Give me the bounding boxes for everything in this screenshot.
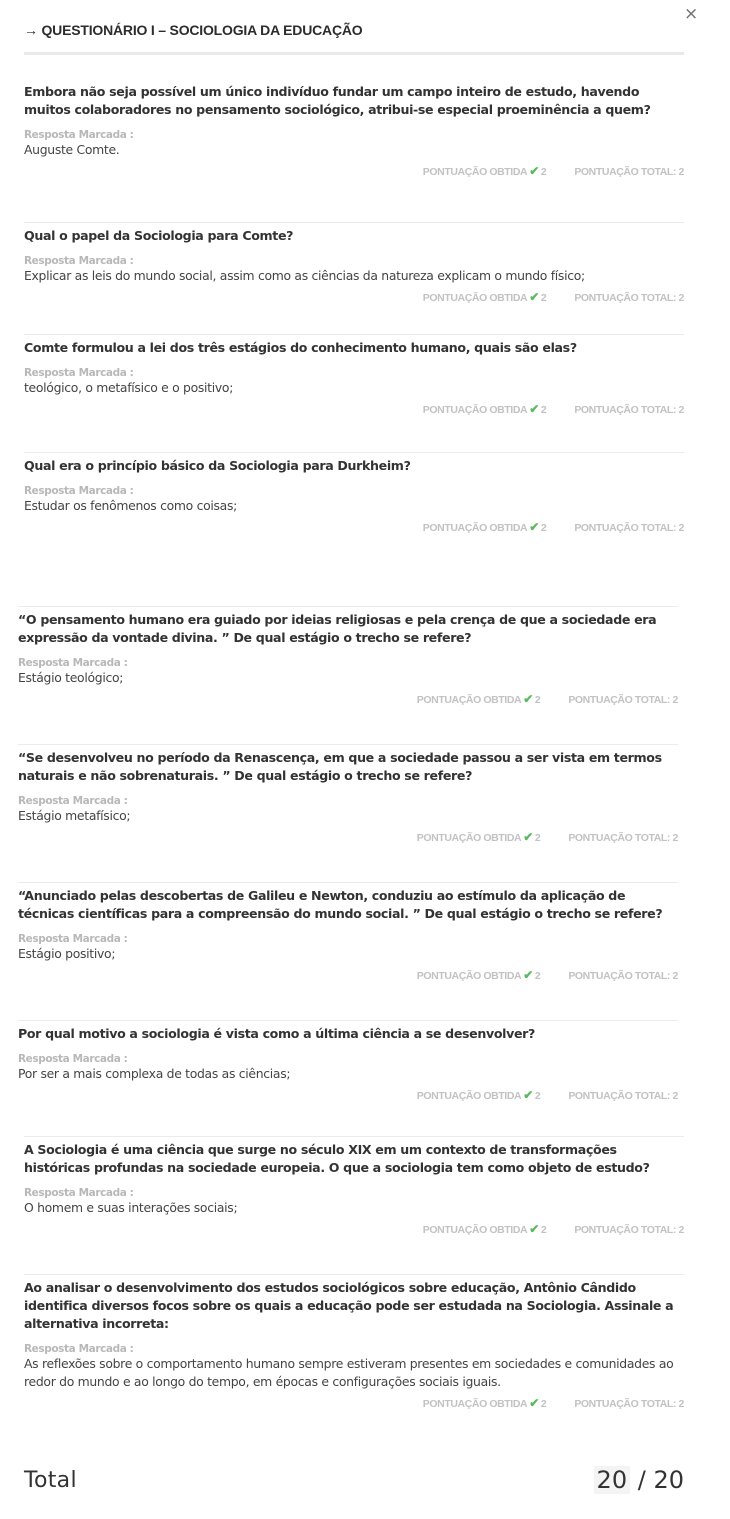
total-obtained: 20 [594, 1466, 631, 1494]
score-total-label: PONTUAÇÃO TOTAL: [574, 1398, 677, 1410]
score-row [417, 693, 678, 706]
score-total-label: PONTUAÇÃO TOTAL: [574, 522, 677, 534]
question-text: Por qual motivo a sociologia é vista como a última ciência a se desenvolver? [18, 1026, 535, 1041]
question-divider [24, 1274, 684, 1275]
answer-text: As reflexões sobre o comportamento humano sempre estiveram presentes em sociedades e comunidades ao redor do mundo e ao longo do tempo, em épocas e configurações sociais iguais. [24, 1356, 674, 1389]
score-total-value: 2 [672, 832, 678, 844]
answer-text: teológico, o metafísico e o positivo; [24, 380, 234, 395]
score-total-value: 2 [678, 292, 684, 304]
score-total-value: 2 [672, 970, 678, 982]
score-row [423, 1223, 684, 1236]
answer-label: Resposta Marcada : [24, 255, 134, 267]
score-total-value: 2 [672, 694, 678, 706]
score-total-label: PONTUAÇÃO TOTAL: [574, 1224, 677, 1236]
score-row [423, 1397, 684, 1410]
score-row [423, 521, 684, 534]
check-icon: ✔ [523, 968, 533, 982]
score-total-label: PONTUAÇÃO TOTAL: [568, 970, 671, 982]
check-icon: ✔ [529, 1222, 539, 1236]
score-row [423, 291, 684, 304]
check-icon: ✔ [523, 692, 533, 706]
score-row [417, 969, 678, 982]
score-obtained-label: PONTUAÇÃO OBTIDA [422, 522, 528, 534]
page-title: → QUESTIONÁRIO I – SOCIOLOGIA DA EDUCAÇÃO [24, 22, 684, 55]
score-obtained-label: PONTUAÇÃO OBTIDA [422, 404, 528, 416]
question-text: Ao analisar o desenvolvimento dos estudos sociológicos sobre educação, Antônio Cândido identifica diversos focos sobre os quais a educação pode ser estudada na Sociologia. Assinale a alternativa incorreta: [24, 1280, 674, 1331]
score-total-label: PONTUAÇÃO TOTAL: [568, 694, 671, 706]
question-text: A Sociologia é uma ciência que surge no século XIX em um contexto de transformações históricas profundas na sociedade europeia. O que a sociologia tem como objeto de estudo? [24, 1142, 650, 1175]
answer-label: Resposta Marcada : [24, 1187, 134, 1199]
score-total-label: PONTUAÇÃO TOTAL: [574, 166, 677, 178]
score-total-label: PONTUAÇÃO TOTAL: [574, 292, 677, 304]
answer-text: Estudar os fenômenos como coisas; [24, 498, 237, 513]
answer-text: Estágio positivo; [18, 946, 116, 961]
answer-label: Resposta Marcada : [18, 1053, 128, 1065]
score-obtained-value: 2 [534, 1090, 541, 1102]
score-total-value: 2 [678, 1224, 684, 1236]
close-icon: × [684, 4, 699, 24]
question-text: Qual era o princípio básico da Sociologia para Durkheim? [24, 458, 411, 473]
score-obtained-label: PONTUAÇÃO OBTIDA [422, 292, 528, 304]
score-row [423, 165, 684, 178]
check-icon: ✔ [529, 1396, 539, 1410]
score-obtained-value: 2 [540, 1224, 547, 1236]
answer-label: Resposta Marcada : [24, 129, 134, 141]
score-total-value: 2 [678, 404, 684, 416]
question-text: “Se desenvolveu no período da Renascença, em que a sociedade passou a ser vista em termos naturais e não sobrenaturais. ” De qual estágio o trecho se refere? [18, 750, 662, 783]
score-obtained-label: PONTUAÇÃO OBTIDA [416, 970, 522, 982]
check-icon: ✔ [523, 830, 533, 844]
check-icon: ✔ [529, 402, 539, 416]
question-text: “O pensamento humano era guiado por ideias religiosas e pela crença de que a sociedade era expressão da vontade divina. ” De qual estágio o trecho se refere? [18, 612, 657, 645]
question-divider [18, 606, 678, 607]
score-total-value: 2 [678, 522, 684, 534]
score-obtained-label: PONTUAÇÃO OBTIDA [422, 1398, 528, 1410]
score-obtained-value: 2 [540, 292, 547, 304]
question-text: Comte formulou a lei dos três estágios do conhecimento humano, quais são elas? [24, 340, 577, 355]
close-button[interactable] [684, 4, 698, 24]
score-obtained-value: 2 [540, 1398, 547, 1410]
question-divider [24, 334, 684, 335]
score-obtained-label: PONTUAÇÃO OBTIDA [416, 1090, 522, 1102]
total-score [594, 1466, 684, 1494]
answer-text: Estágio metafísico; [18, 808, 131, 823]
score-obtained-label: PONTUAÇÃO OBTIDA [422, 166, 528, 178]
answer-label: Resposta Marcada : [18, 795, 128, 807]
answer-label: Resposta Marcada : [18, 657, 128, 669]
question-text: Qual o papel da Sociologia para Comte? [24, 228, 294, 243]
score-obtained-label: PONTUAÇÃO OBTIDA [416, 832, 522, 844]
question-text: Embora não seja possível um único indivíduo fundar um campo inteiro de estudo, havendo muitos colaboradores no pensamento sociológico, atribui-se especial proeminência a quem? [24, 84, 651, 117]
check-icon: ✔ [529, 520, 539, 534]
check-icon: ✔ [523, 1088, 533, 1102]
answer-text: Estágio teológico; [18, 670, 124, 685]
score-total-value: 2 [672, 1090, 678, 1102]
answer-label: Resposta Marcada : [18, 933, 128, 945]
question-divider [18, 744, 678, 745]
score-total-label: PONTUAÇÃO TOTAL: [574, 404, 677, 416]
score-row [417, 1089, 678, 1102]
answer-label: Resposta Marcada : [24, 485, 134, 497]
score-total-value: 2 [678, 166, 684, 178]
total-label: Total [24, 1468, 77, 1493]
score-obtained-label: PONTUAÇÃO OBTIDA [422, 1224, 528, 1236]
score-obtained-label: PONTUAÇÃO OBTIDA [416, 694, 522, 706]
score-obtained-value: 2 [540, 166, 547, 178]
question-divider [18, 1020, 678, 1021]
score-obtained-value: 2 [534, 970, 541, 982]
check-icon: ✔ [529, 290, 539, 304]
question-divider [18, 882, 678, 883]
score-obtained-value: 2 [540, 522, 547, 534]
question-divider [24, 452, 684, 453]
answer-text: Auguste Comte. [24, 142, 120, 157]
score-total-value: 2 [678, 1398, 684, 1410]
answer-text: O homem e suas interações sociais; [24, 1200, 238, 1215]
check-icon: ✔ [529, 164, 539, 178]
score-obtained-value: 2 [540, 404, 547, 416]
score-row [423, 403, 684, 416]
total-max: / 20 [637, 1466, 684, 1494]
answer-text: Explicar as leis do mundo social, assim como as ciências da natureza explicam o mundo físico; [24, 268, 585, 283]
score-row [417, 831, 678, 844]
answer-label: Resposta Marcada : [24, 367, 134, 379]
score-obtained-value: 2 [534, 694, 541, 706]
answer-label: Resposta Marcada : [24, 1343, 134, 1355]
score-total-label: PONTUAÇÃO TOTAL: [568, 1090, 671, 1102]
question-divider [24, 222, 684, 223]
answer-text: Por ser a mais complexa de todas as ciências; [18, 1066, 291, 1081]
score-total-label: PONTUAÇÃO TOTAL: [568, 832, 671, 844]
question-divider [24, 1136, 684, 1137]
question-text: “Anunciado pelas descobertas de Galileu e Newton, conduziu ao estímulo da aplicação de técnicas científicas para a compreensão do mundo social. ” De qual estágio o trecho se refere? [18, 888, 663, 921]
score-obtained-value: 2 [534, 832, 541, 844]
